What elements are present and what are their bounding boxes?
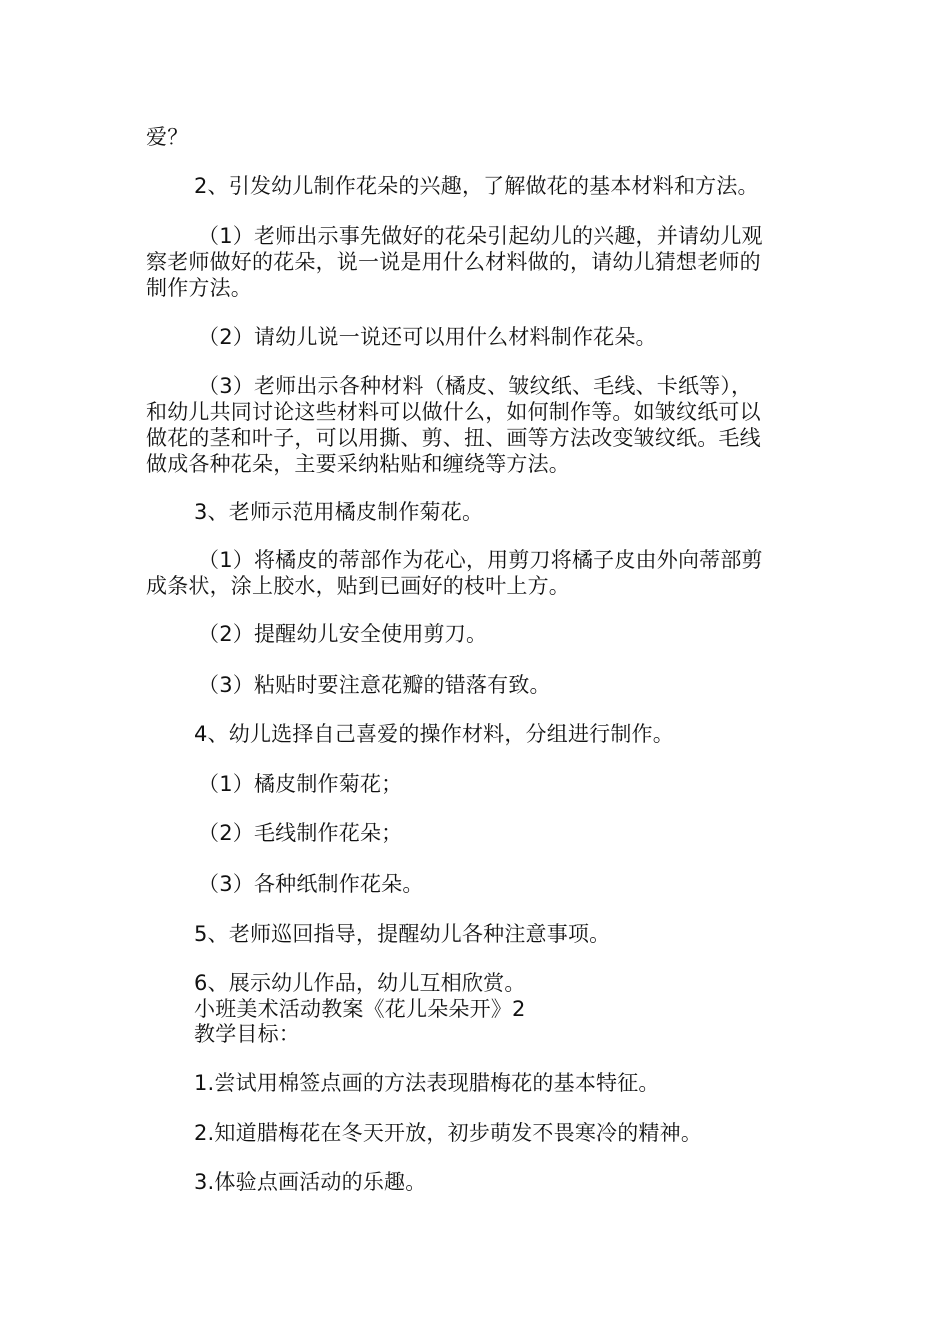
- text-line: 5、老师巡回指导，提醒幼儿各种注意事项。: [194, 922, 611, 946]
- text-line: 6、展示幼儿作品，幼儿互相欣赏。: [194, 971, 526, 995]
- text-line: （3）老师出示各种材料（橘皮、皱纹纸、毛线、卡纸等），: [198, 374, 753, 398]
- text-line: 2、引发幼儿制作花朵的兴趣，了解做花的基本材料和方法。: [194, 174, 759, 198]
- text-line: 制作方法。: [146, 276, 252, 300]
- text-line: 成条状，涂上胶水，贴到已画好的枝叶上方。: [146, 574, 570, 598]
- text-line: 察老师做好的花朵，说一说是用什么材料做的，请幼儿猜想老师的: [146, 250, 761, 274]
- text-line: 和幼儿共同讨论这些材料可以做什么，如何制作等。如皱纹纸可以: [146, 400, 761, 424]
- text-line: （1）老师出示事先做好的花朵引起幼儿的兴趣，并请幼儿观: [198, 224, 763, 248]
- text-line: （3）粘贴时要注意花瓣的错落有致。: [198, 673, 551, 697]
- text-line: 做花的茎和叶子，可以用撕、剪、扭、画等方法改变皱纹纸。毛线: [146, 426, 761, 450]
- text-line: 爱？: [146, 125, 189, 149]
- text-line: （2）提醒幼儿安全使用剪刀。: [198, 622, 488, 646]
- text-line: （1）橘皮制作菊花；: [198, 772, 403, 796]
- text-line: （3）各种纸制作花朵。: [198, 872, 424, 896]
- text-line: 2.知道腊梅花在冬天开放，初步萌发不畏寒冷的精神。: [194, 1121, 703, 1145]
- text-line: 做成各种花朵，主要采纳粘贴和缠绕等方法。: [146, 452, 570, 476]
- text-line: 3.体验点画活动的乐趣。: [194, 1170, 427, 1194]
- text-line: （2）请幼儿说一说还可以用什么材料制作花朵。: [198, 325, 657, 349]
- text-line: 1.尝试用棉签点画的方法表现腊梅花的基本特征。: [194, 1071, 660, 1095]
- text-line: （1）将橘皮的蒂部作为花心，用剪刀将橘子皮由外向蒂部剪: [198, 548, 763, 572]
- text-line: （2）毛线制作花朵；: [198, 821, 403, 845]
- text-line: 3、老师示范用橘皮制作菊花。: [194, 500, 484, 524]
- section-heading: 小班美术活动教案《花儿朵朵开》2: [194, 997, 526, 1021]
- text-line: 教学目标：: [194, 1022, 300, 1046]
- text-line: 4、幼儿选择自己喜爱的操作材料，分组进行制作。: [194, 722, 674, 746]
